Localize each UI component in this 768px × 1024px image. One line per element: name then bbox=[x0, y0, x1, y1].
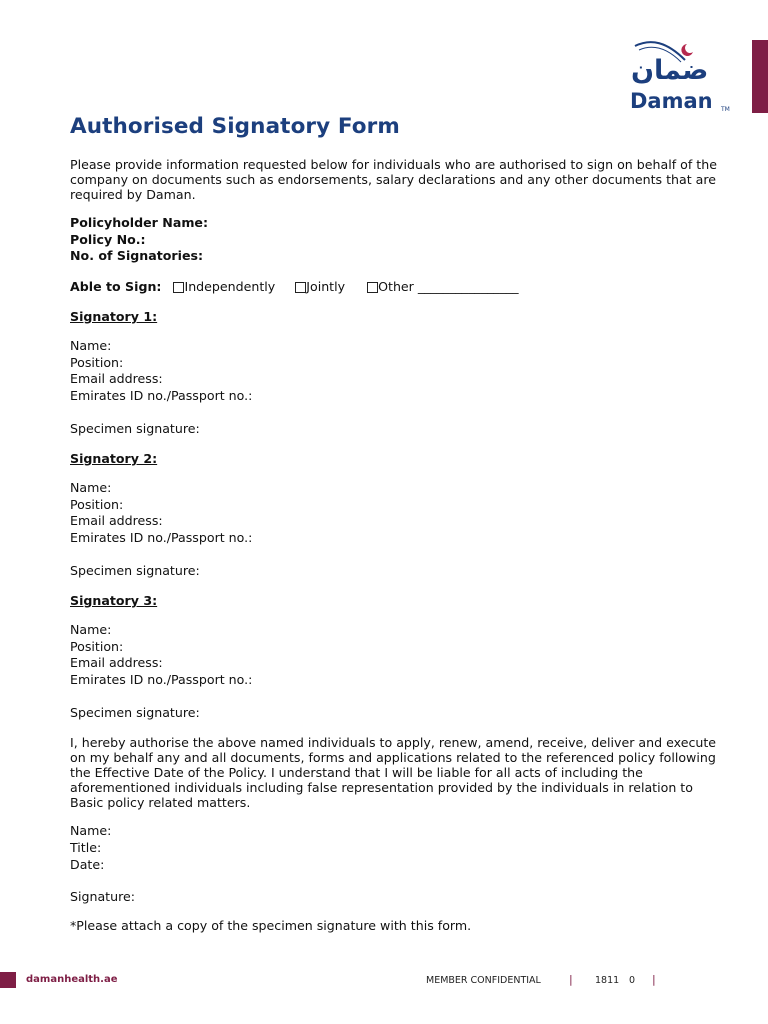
option-jointly[interactable] bbox=[295, 279, 345, 294]
signatory-1-name-label: Name: bbox=[70, 338, 112, 353]
policy-no-label: Policy No.: bbox=[70, 232, 146, 247]
jointly-checkbox[interactable] bbox=[295, 282, 306, 293]
logo-trademark: TM bbox=[721, 106, 730, 113]
footer-separator-1: | bbox=[569, 973, 573, 986]
other-checkbox[interactable] bbox=[367, 282, 378, 293]
independently-label: Independently bbox=[184, 279, 276, 294]
signatory-3-email-label: Email address: bbox=[70, 655, 163, 670]
other-label: Other ________________ bbox=[378, 279, 519, 294]
signatory-2-id-label: Emirates ID no./Passport no.: bbox=[70, 530, 253, 545]
intro-paragraph: Please provide information requested below for individuals who are authorised to sign on behalf of the company on documents such as endorsements, salary declarations and any other documents that are required by Daman. bbox=[70, 157, 717, 202]
jointly-label: Jointly bbox=[306, 279, 346, 294]
no-of-signatories-label: No. of Signatories: bbox=[70, 248, 204, 263]
brand-side-bar bbox=[752, 40, 768, 113]
policyholder-name-label: Policyholder Name: bbox=[70, 215, 209, 230]
signatory-3-specimen-label: Specimen signature: bbox=[70, 705, 200, 720]
signatory-2-name-label: Name: bbox=[70, 480, 112, 495]
option-other[interactable] bbox=[367, 279, 519, 294]
footer-version: 0 bbox=[629, 975, 636, 986]
signatory-2-email-label: Email address: bbox=[70, 513, 163, 528]
footer-brand-square bbox=[0, 972, 16, 988]
signatory-1-id-label: Emirates ID no./Passport no.: bbox=[70, 388, 253, 403]
page-title: Authorised Signatory Form bbox=[70, 114, 400, 139]
signatory-3-id-label: Emirates ID no./Passport no.: bbox=[70, 672, 253, 687]
footer-form-code: 1811 bbox=[595, 975, 620, 986]
signatory-1-position-label: Position: bbox=[70, 355, 124, 370]
authoriser-name-label: Name: bbox=[70, 823, 112, 838]
signatory-3-name-label: Name: bbox=[70, 622, 112, 637]
able-to-sign-row bbox=[70, 279, 519, 296]
signatory-3-position-label: Position: bbox=[70, 639, 124, 654]
logo-arabic-text: ضمان bbox=[631, 55, 709, 86]
signatory-1-specimen-label: Specimen signature: bbox=[70, 421, 200, 436]
signatory-2-position-label: Position: bbox=[70, 497, 124, 512]
signatory-1-heading: Signatory 1: bbox=[70, 309, 158, 324]
footer-separator-2: | bbox=[652, 973, 656, 986]
able-to-sign-label: Able to Sign: bbox=[70, 279, 162, 294]
signatory-2-specimen-label: Specimen signature: bbox=[70, 563, 200, 578]
attachment-note: *Please attach a copy of the specimen signature with this form. bbox=[70, 918, 472, 933]
authoriser-signature-label: Signature: bbox=[70, 889, 135, 904]
signatory-2-heading: Signatory 2: bbox=[70, 451, 158, 466]
authoriser-date-label: Date: bbox=[70, 857, 105, 872]
declaration-paragraph: I, hereby authorise the above named individuals to apply, renew, amend, receive, deliver and execute on my behalf any and all documents, forms and applications related to the referenced policy following the Effective Date of the Policy. I understand that I will be liable for all acts of including the aforementioned individuals including false representation provided by the individuals in relation to Basic policy related matters. bbox=[70, 735, 717, 810]
signatory-3-heading: Signatory 3: bbox=[70, 593, 158, 608]
authoriser-title-label: Title: bbox=[70, 840, 102, 855]
signatory-1-email-label: Email address: bbox=[70, 371, 163, 386]
footer-confidential-label: MEMBER CONFIDENTIAL bbox=[426, 975, 541, 986]
independently-checkbox[interactable] bbox=[173, 282, 184, 293]
footer-website-link[interactable]: damanhealth.ae bbox=[26, 974, 118, 985]
option-independently[interactable] bbox=[173, 279, 275, 294]
logo-latin-text: Daman bbox=[630, 89, 713, 113]
